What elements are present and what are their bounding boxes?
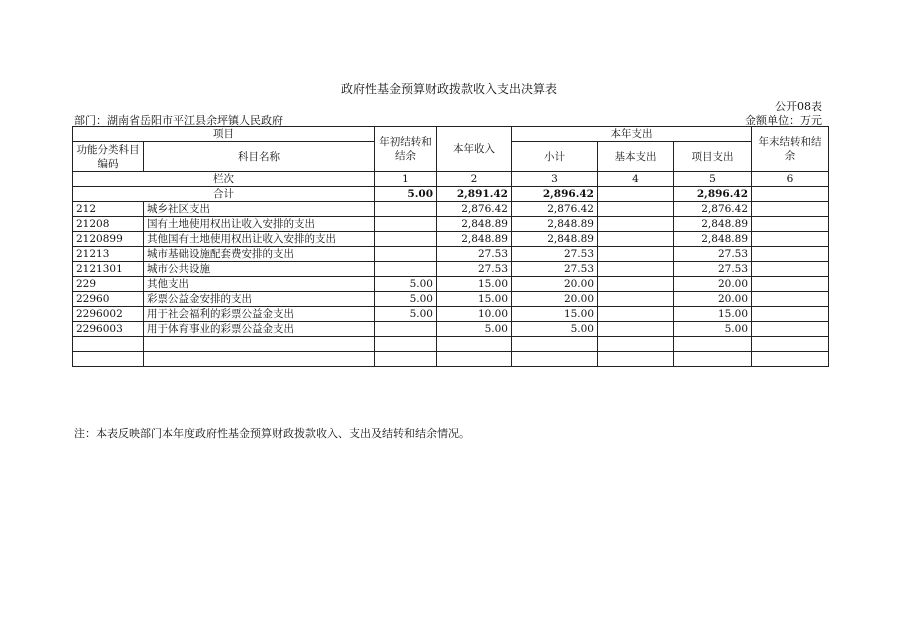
table-row (73, 217, 829, 232)
row-value: 20.00 (674, 277, 752, 292)
row-code: 21208 (73, 217, 144, 232)
row-value (598, 262, 674, 277)
total-value (598, 187, 674, 202)
header-row-1 (73, 127, 829, 142)
row-value (598, 247, 674, 262)
table-row (73, 202, 829, 217)
column-label: 栏次 (73, 172, 375, 187)
row-value: 2,848.89 (674, 232, 752, 247)
row-value: 15.00 (674, 307, 752, 322)
empty-cell (674, 352, 752, 367)
total-value: 5.00 (375, 187, 437, 202)
row-value: 2,876.42 (674, 202, 752, 217)
row-value: 27.53 (437, 247, 512, 262)
empty-cell (144, 337, 375, 352)
empty-cell (375, 337, 437, 352)
column-number: 3 (512, 172, 598, 187)
column-number-row (73, 172, 829, 187)
empty-cell (437, 337, 512, 352)
row-value (752, 217, 829, 232)
row-code: 2120899 (73, 232, 144, 247)
row-value (375, 247, 437, 262)
total-row (73, 187, 829, 202)
row-value: 5.00 (674, 322, 752, 337)
table-row (73, 247, 829, 262)
empty-cell (674, 337, 752, 352)
table-row (73, 292, 829, 307)
row-value: 2,848.89 (512, 217, 598, 232)
empty-cell (437, 352, 512, 367)
row-value (752, 322, 829, 337)
department-label: 部门：湖南省岳阳市平江县余坪镇人民政府 (74, 114, 283, 127)
footnote: 注：本表反映部门本年度政府性基金预算财政拨款收入、支出及结转和结余情况。 (74, 427, 470, 440)
row-value: 2,876.42 (437, 202, 512, 217)
empty-cell (752, 337, 829, 352)
total-value: 2,896.42 (674, 187, 752, 202)
row-value: 5.00 (375, 292, 437, 307)
empty-cell (598, 337, 674, 352)
row-value: 15.00 (437, 277, 512, 292)
row-code: 21213 (73, 247, 144, 262)
row-name: 彩票公益金安排的支出 (144, 292, 375, 307)
row-value: 20.00 (512, 277, 598, 292)
row-value (598, 307, 674, 322)
empty-cell (752, 352, 829, 367)
header-code: 功能分类科目编码 (73, 142, 144, 172)
total-value (752, 187, 829, 202)
empty-cell (375, 352, 437, 367)
row-value: 2,848.89 (512, 232, 598, 247)
row-code: 2296003 (73, 322, 144, 337)
empty-cell (144, 352, 375, 367)
column-number: 1 (375, 172, 437, 187)
row-value (752, 232, 829, 247)
header-expense: 本年支出 (512, 127, 752, 142)
row-value (752, 202, 829, 217)
empty-row (73, 352, 829, 367)
empty-cell (73, 352, 144, 367)
row-value (752, 262, 829, 277)
row-value (752, 292, 829, 307)
total-value: 2,896.42 (512, 187, 598, 202)
row-name: 国有土地使用权出让收入安排的支出 (144, 217, 375, 232)
row-value: 27.53 (674, 247, 752, 262)
row-value: 27.53 (512, 262, 598, 277)
header-basic: 基本支出 (598, 142, 674, 172)
row-value (598, 277, 674, 292)
empty-row (73, 337, 829, 352)
column-number: 5 (674, 172, 752, 187)
empty-cell (598, 352, 674, 367)
row-name: 用于社会福利的彩票公益金支出 (144, 307, 375, 322)
row-value: 15.00 (437, 292, 512, 307)
data-rows (73, 202, 829, 367)
row-value: 5.00 (375, 277, 437, 292)
page-title: 政府性基金预算财政拨款收入支出决算表 (340, 82, 557, 96)
header-project: 项目支出 (674, 142, 752, 172)
column-number: 6 (752, 172, 829, 187)
row-value (752, 247, 829, 262)
row-code: 2121301 (73, 262, 144, 277)
row-value: 15.00 (512, 307, 598, 322)
column-number: 2 (437, 172, 512, 187)
row-value (752, 307, 829, 322)
empty-cell (512, 352, 598, 367)
row-value: 5.00 (375, 307, 437, 322)
row-value (375, 202, 437, 217)
header-income: 本年收入 (437, 127, 512, 172)
header-subtotal: 小计 (512, 142, 598, 172)
empty-cell (73, 337, 144, 352)
header-begin-balance: 年初结转和结余 (375, 127, 437, 172)
row-value: 5.00 (437, 322, 512, 337)
row-value (598, 217, 674, 232)
row-value: 27.53 (512, 247, 598, 262)
row-value (598, 202, 674, 217)
row-value (375, 322, 437, 337)
empty-cell (512, 337, 598, 352)
total-value: 2,891.42 (437, 187, 512, 202)
row-value (375, 262, 437, 277)
table-row (73, 262, 829, 277)
row-value (598, 322, 674, 337)
header-end-balance: 年末结转和结余 (752, 127, 829, 172)
row-value: 2,876.42 (512, 202, 598, 217)
row-name: 城乡社区支出 (144, 202, 375, 217)
row-value: 20.00 (512, 292, 598, 307)
unit-label: 金额单位：万元 (745, 114, 822, 127)
row-value: 27.53 (674, 262, 752, 277)
row-name: 其他支出 (144, 277, 375, 292)
row-value: 2,848.89 (674, 217, 752, 232)
row-name: 其他国有土地使用权出让收入安排的支出 (144, 232, 375, 247)
row-value: 10.00 (437, 307, 512, 322)
row-value (752, 277, 829, 292)
row-value (375, 232, 437, 247)
budget-table (72, 126, 829, 367)
row-name: 城市公共设施 (144, 262, 375, 277)
row-value: 27.53 (437, 262, 512, 277)
table-row (73, 307, 829, 322)
table-row (73, 232, 829, 247)
row-value: 5.00 (512, 322, 598, 337)
row-code: 22960 (73, 292, 144, 307)
row-value: 20.00 (674, 292, 752, 307)
total-label: 合计 (73, 187, 375, 202)
table-row (73, 277, 829, 292)
header-item: 项目 (73, 127, 375, 142)
row-name: 用于体育事业的彩票公益金支出 (144, 322, 375, 337)
header-name: 科目名称 (144, 142, 375, 172)
row-value: 2,848.89 (437, 217, 512, 232)
column-number: 4 (598, 172, 674, 187)
row-code: 2296002 (73, 307, 144, 322)
row-value: 2,848.89 (437, 232, 512, 247)
row-code: 212 (73, 202, 144, 217)
row-code: 229 (73, 277, 144, 292)
row-value (598, 292, 674, 307)
table-row (73, 322, 829, 337)
row-value (598, 232, 674, 247)
form-number: 公开08表 (775, 100, 822, 113)
row-value (375, 217, 437, 232)
row-name: 城市基础设施配套费安排的支出 (144, 247, 375, 262)
